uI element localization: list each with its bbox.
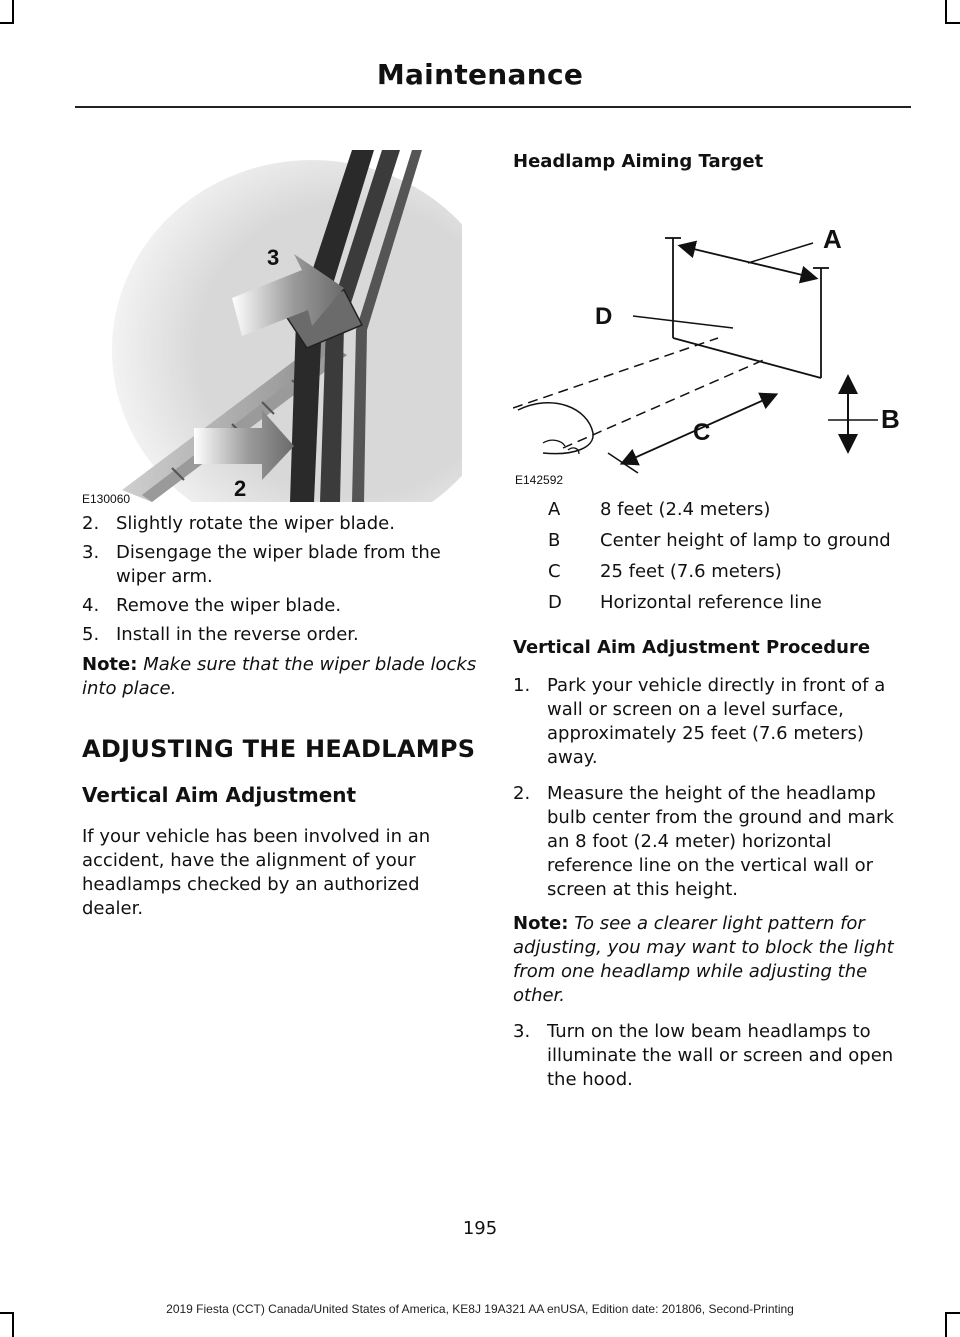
wiper-blade-figure bbox=[82, 150, 462, 506]
list-item bbox=[82, 594, 482, 618]
step-number: 2. bbox=[513, 783, 531, 804]
callout-2: 2 bbox=[234, 476, 247, 501]
label-d: D bbox=[595, 303, 613, 330]
list-item bbox=[513, 782, 913, 902]
left-column bbox=[82, 150, 482, 921]
legend-row bbox=[513, 498, 913, 529]
legend-key: A bbox=[548, 499, 561, 520]
note-text: Make sure that the wiper blade locks into place. bbox=[82, 654, 477, 699]
right-column bbox=[513, 150, 913, 1097]
wiper-steps-list bbox=[82, 512, 482, 647]
step-number: 5. bbox=[82, 624, 100, 645]
step-text: Measure the height of the headlamp bulb center from the ground and mark an 8 foot (2.4 meter) horizontal reference line on the vertical wall or screen at this height. bbox=[547, 783, 894, 900]
callout-3: 3 bbox=[267, 245, 280, 270]
crop-mark bbox=[0, 22, 14, 24]
list-item bbox=[82, 541, 482, 589]
step-number: 2. bbox=[82, 513, 100, 534]
figure-id: E130060 bbox=[82, 492, 131, 506]
legend-row bbox=[513, 560, 913, 591]
figure-legend bbox=[513, 498, 913, 622]
headlamp-target-figure bbox=[513, 188, 903, 488]
section-heading: ADJUSTING THE HEADLAMPS bbox=[82, 735, 476, 763]
legend-value: 8 feet (2.4 meters) bbox=[600, 499, 771, 520]
page-title: Maintenance bbox=[376, 58, 584, 91]
step-number: 3. bbox=[82, 542, 100, 563]
legend-row bbox=[513, 591, 913, 622]
step-text: Turn on the low beam headlamps to illuminate the wall or screen and open the hood. bbox=[547, 1021, 894, 1090]
figure-title: Headlamp Aiming Target bbox=[513, 151, 764, 172]
header-divider bbox=[75, 106, 911, 108]
legend-key: C bbox=[548, 561, 561, 582]
legend-row bbox=[513, 529, 913, 560]
legend-value: Center height of lamp to ground bbox=[600, 530, 891, 551]
step-number: 1. bbox=[513, 675, 531, 696]
subheading: Vertical Aim Adjustment bbox=[82, 783, 357, 807]
list-item bbox=[82, 512, 482, 536]
paragraph: If your vehicle has been involved in an accident, have the alignment of your headlamps checked by an authorized dealer. bbox=[82, 826, 431, 919]
step-text: Disengage the wiper blade from the wiper arm. bbox=[116, 542, 441, 587]
wiper-blade-illustration bbox=[82, 150, 462, 502]
step-text: Slightly rotate the wiper blade. bbox=[116, 513, 395, 534]
page-number: 195 bbox=[462, 1218, 498, 1239]
crop-mark bbox=[12, 0, 14, 22]
note-label: Note: bbox=[513, 913, 569, 934]
step-text: Remove the wiper blade. bbox=[116, 595, 342, 616]
figure-id: E142592 bbox=[515, 473, 564, 487]
crop-mark bbox=[945, 0, 947, 22]
label-c: C bbox=[693, 419, 711, 446]
note-label: Note: bbox=[82, 654, 138, 675]
procedure-steps-list-continued bbox=[513, 1020, 913, 1092]
label-a: A bbox=[823, 224, 842, 254]
crop-mark bbox=[945, 22, 960, 24]
step-number: 3. bbox=[513, 1021, 531, 1042]
note bbox=[82, 653, 482, 701]
label-b: B bbox=[881, 404, 900, 434]
legend-value: Horizontal reference line bbox=[600, 592, 822, 613]
step-number: 4. bbox=[82, 595, 100, 616]
procedure-steps-list bbox=[513, 674, 913, 902]
legend-key: D bbox=[548, 592, 562, 613]
note-text: To see a clearer light pattern for adjusting, you may want to block the light from one headlamp while adjusting the other. bbox=[513, 913, 894, 1006]
list-item bbox=[513, 674, 913, 770]
legend-value: 25 feet (7.6 meters) bbox=[600, 561, 782, 582]
list-item bbox=[513, 1020, 913, 1092]
step-text: Install in the reverse order. bbox=[116, 624, 359, 645]
legend-key: B bbox=[548, 530, 561, 551]
list-item bbox=[82, 623, 482, 647]
note bbox=[513, 912, 913, 1008]
footer-text: 2019 Fiesta (CCT) Canada/United States of America, KE8J 19A321 AA enUSA, Edition date: 201806, Second-Printing bbox=[166, 1302, 794, 1316]
step-text: Park your vehicle directly in front of a wall or screen on a level surface, approximately 25 feet (7.6 meters) away. bbox=[547, 675, 886, 768]
headlamp-target-diagram bbox=[513, 188, 903, 478]
procedure-heading: Vertical Aim Adjustment Procedure bbox=[513, 637, 871, 658]
